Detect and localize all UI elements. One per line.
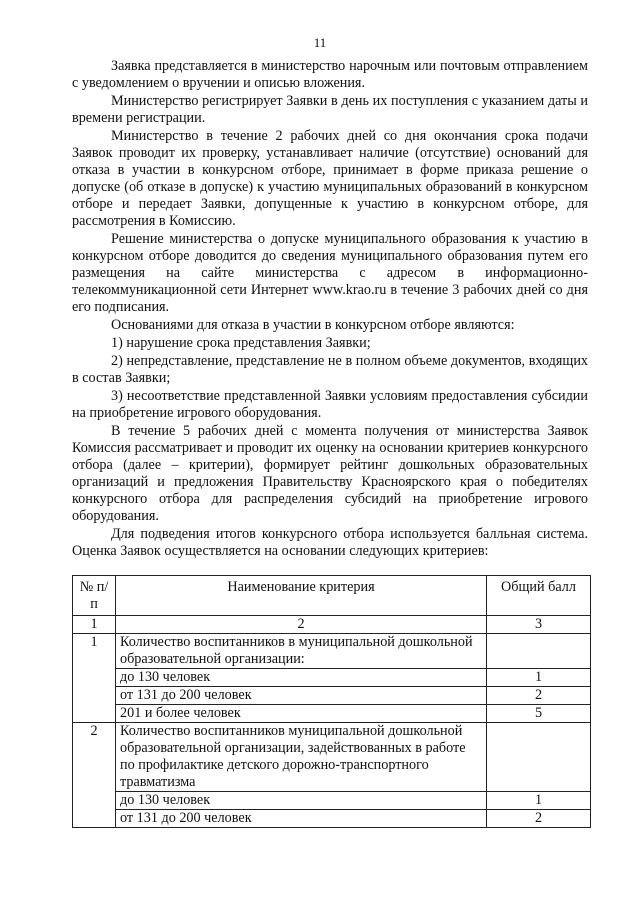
paragraph: Заявка представляется в министерство нарочным или почтовым отправлением с уведомлением о вручении и описью вложения. <box>72 58 588 91</box>
option-score: 1 <box>487 792 591 810</box>
option-score: 2 <box>487 687 591 705</box>
option-label: до 130 человек <box>116 792 487 810</box>
document-body <box>72 58 588 561</box>
table-row <box>73 669 591 687</box>
option-label: до 130 человек <box>116 669 487 687</box>
paragraph: Министерство в течение 2 рабочих дней со дня окончания срока подачи Заявок проводит их проверку, устанавливает наличие (отсутствие) оснований для отказа в участии в конкурсном отборе, принимает в форме приказа решение о допуске (об отказе в допуске) к участию муниципальных образований в конкурсном отборе и передает Заявки, допущенные к участию в конкурсном отборе, для рассмотрения в Комиссию. <box>72 128 588 229</box>
index-cell: 2 <box>116 616 487 634</box>
criterion-number: 2 <box>73 723 116 828</box>
table-row <box>73 687 591 705</box>
list-item: 1) нарушение срока представления Заявки; <box>111 335 371 351</box>
criterion-name: Количество воспитанников в муниципальной дошкольной образовательной организации: <box>116 634 487 669</box>
table-row <box>73 705 591 723</box>
option-score: 1 <box>487 669 591 687</box>
criterion-number: 1 <box>73 634 116 723</box>
header-num: № п/п <box>73 576 116 616</box>
index-cell: 3 <box>487 616 591 634</box>
criterion-name: Количество воспитанников муниципальной дошкольной образовательной организации, задействованных в работе по профилактике детского дорожно-транспортного травматизма <box>116 723 487 792</box>
criteria-table-container <box>72 575 588 828</box>
page-number: 11 <box>313 35 327 50</box>
list-item: 2) непредставление, представление не в полном объеме документов, входящих в состав Заявки; <box>72 353 588 386</box>
paragraph: Министерство регистрирует Заявки в день их поступления с указанием даты и времени регистрации. <box>72 93 588 126</box>
table-index-row <box>73 616 591 634</box>
table-row <box>73 634 591 669</box>
paragraph: Решение министерства о допуске муниципального образования к участию в конкурсном отборе доводится до сведения муниципального образования путем его размещения на сайте министерства с адресом в информационно-телекоммуникационной сети Интернет www.krao.ru в течение 3 рабочих дней со дня его подписания. <box>72 231 588 315</box>
header-criterion-name: Наименование критерия <box>116 576 487 616</box>
table-row <box>73 792 591 810</box>
header-total-score: Общий балл <box>487 576 591 616</box>
index-cell: 1 <box>73 616 116 634</box>
option-score: 5 <box>487 705 591 723</box>
table-header-row <box>73 576 591 616</box>
criterion-score-empty <box>487 723 591 792</box>
option-score: 2 <box>487 810 591 828</box>
criteria-table <box>72 575 591 828</box>
table-row <box>73 810 591 828</box>
paragraph: Для подведения итогов конкурсного отбора используется балльная система. Оценка Заявок осуществляется на основании следующих критериев: <box>72 526 588 559</box>
criterion-score-empty <box>487 634 591 669</box>
option-label: 201 и более человек <box>116 705 487 723</box>
option-label: от 131 до 200 человек <box>116 687 487 705</box>
paragraph: Основаниями для отказа в участии в конкурсном отборе являются: <box>111 317 515 333</box>
list-item: 3) несоответствие представленной Заявки условиям предоставления субсидии на приобретение игрового оборудования. <box>72 388 588 421</box>
option-label: от 131 до 200 человек <box>116 810 487 828</box>
paragraph: В течение 5 рабочих дней с момента получения от министерства Заявок Комиссия рассматривает и проводит их оценку на основании критериев конкурсного отбора (далее – критерии), формирует рейтинг дошкольных образовательных организаций и предложения Правительству Красноярского края о победителях конкурсного отбора для распределения субсидий на приобретение игрового оборудования. <box>72 423 588 524</box>
table-row <box>73 723 591 792</box>
